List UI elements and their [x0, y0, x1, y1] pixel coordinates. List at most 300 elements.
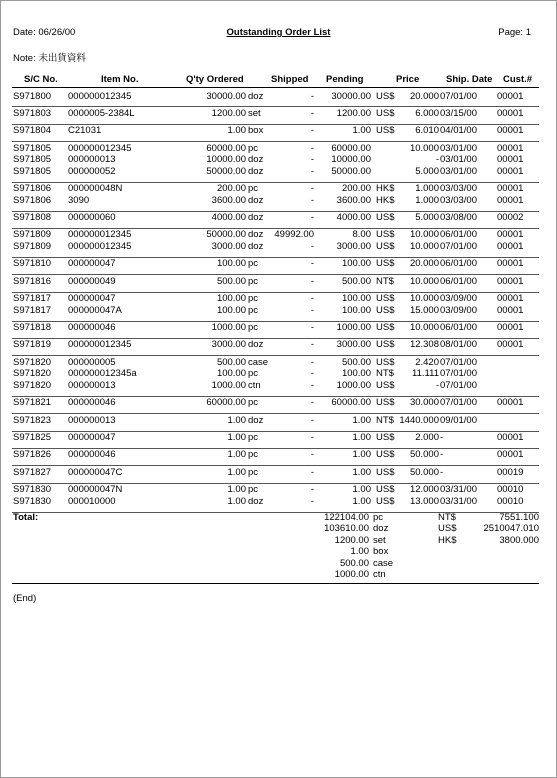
- cell-unit: ctn: [248, 379, 261, 391]
- cell-shipped: -: [310, 484, 314, 496]
- order-group: [0, 484, 557, 507]
- cell-item: 000000048N: [68, 183, 123, 195]
- cell-price: 6.000: [415, 107, 439, 119]
- cell-pending: 60000.00: [331, 142, 371, 154]
- cell-price: 5.000: [415, 212, 439, 223]
- total-qty-value: 122104.00: [324, 512, 369, 523]
- cell-cur: US$: [376, 258, 395, 270]
- table-row: [0, 143, 557, 155]
- cell-date: 04/01/00: [440, 125, 477, 137]
- order-group: [0, 322, 557, 334]
- cell-item: 000000046: [68, 322, 116, 333]
- cell-price: 1.000: [415, 183, 439, 195]
- cell-date: 03/01/00: [440, 165, 477, 177]
- total-amount: 2510047.010: [483, 523, 539, 535]
- table-row: [0, 397, 557, 409]
- cell-sc: S971809: [13, 229, 52, 241]
- end-marker: (End): [13, 593, 37, 604]
- cell-price: 12.308: [409, 339, 439, 351]
- table-row: [0, 108, 557, 120]
- cell-sc: S971827: [13, 466, 52, 478]
- totals-rule: [12, 583, 539, 584]
- cell-price: 10.000: [409, 142, 439, 154]
- order-group: [0, 415, 557, 427]
- cell-qty: 3600.00: [211, 194, 246, 206]
- cell-price: 2.000: [415, 432, 439, 443]
- cell-date: 03/08/00: [440, 212, 477, 223]
- cell-unit: pc: [248, 304, 259, 316]
- cell-unit: pc: [248, 432, 259, 443]
- cell-pending: 1000.00: [336, 379, 371, 391]
- cell-pending: 100.00: [341, 304, 371, 316]
- cell-shipped: -: [310, 125, 314, 137]
- cell-sc: S971830: [13, 495, 52, 507]
- cell-cur: US$: [376, 484, 395, 496]
- header-rule: [12, 87, 539, 88]
- col-cust: Cust.#: [503, 74, 533, 85]
- order-group: [0, 91, 557, 103]
- cell-qty: 100.00: [216, 293, 246, 305]
- cell-cust: 00001: [497, 125, 524, 137]
- cell-price: -: [435, 379, 439, 391]
- order-group: [0, 212, 557, 224]
- totals-label: Total:: [13, 512, 39, 523]
- cell-shipped: -: [310, 339, 314, 351]
- cell-date: 03/15/00: [440, 107, 477, 119]
- cell-sc: S971805: [13, 154, 52, 166]
- cell-unit: doz: [248, 339, 264, 351]
- cell-sc: S971823: [13, 414, 52, 426]
- cell-date: 03/31/00: [440, 495, 477, 507]
- cell-pending: 1.00: [352, 466, 371, 478]
- cell-cur: US$: [376, 212, 395, 223]
- cell-date: -: [440, 466, 444, 478]
- cell-cur: NT$: [376, 275, 394, 287]
- cell-item: 000000052: [68, 165, 116, 177]
- cell-date: 07/01/00: [440, 356, 477, 368]
- cell-item: 000000047C: [68, 466, 123, 478]
- cell-date: 07/01/00: [440, 397, 477, 409]
- cell-price: 1440.000: [399, 414, 439, 426]
- cell-price: 50.000: [409, 466, 439, 478]
- cell-shipped: -: [310, 432, 314, 443]
- cell-unit: pc: [248, 368, 259, 380]
- cell-shipped: -: [310, 107, 314, 119]
- cell-item: 000000046: [68, 449, 116, 461]
- cell-pending: 1.00: [352, 449, 371, 461]
- cell-cust: 00001: [497, 339, 524, 351]
- cell-cust: 00001: [497, 449, 524, 461]
- column-headers: [0, 74, 557, 86]
- cell-shipped: -: [310, 449, 314, 461]
- cell-cur: US$: [376, 322, 395, 333]
- cell-date: 03/01/00: [440, 154, 477, 166]
- cell-date: 08/01/00: [440, 339, 477, 351]
- cell-shipped: -: [310, 142, 314, 154]
- cell-qty: 50000.00: [206, 229, 246, 241]
- total-qty-unit: doz: [373, 523, 389, 535]
- total-qty-unit: pc: [373, 512, 384, 523]
- cell-unit: doz: [248, 194, 264, 206]
- table-row: [0, 305, 557, 317]
- total-qty-value: 103610.00: [324, 523, 369, 535]
- cell-qty: 1000.00: [211, 322, 246, 333]
- cell-pending: 50000.00: [331, 165, 371, 177]
- cell-date: 09/01/00: [440, 414, 477, 426]
- cell-sc: S971819: [13, 339, 52, 351]
- cell-pending: 1.00: [352, 484, 371, 496]
- cell-qty: 3000.00: [211, 240, 246, 252]
- cell-cust: 00001: [497, 258, 524, 270]
- cell-cust: 00001: [497, 293, 524, 305]
- cell-cust: 00001: [497, 304, 524, 316]
- cell-cur: US$: [376, 107, 395, 119]
- cell-price: 6.010: [415, 125, 439, 137]
- cell-qty: 1.00: [227, 125, 246, 137]
- cell-price: 12.000: [409, 484, 439, 496]
- cell-qty: 1200.00: [211, 107, 246, 119]
- page-number: Page: 1: [498, 27, 531, 38]
- col-pending: Pending: [326, 74, 364, 85]
- order-group: [0, 125, 557, 137]
- table-row: [0, 91, 557, 103]
- cell-cust: 00001: [497, 229, 524, 241]
- cell-sc: S971806: [13, 194, 52, 206]
- report-title: Outstanding Order List: [226, 27, 331, 38]
- cell-qty: 1000.00: [211, 379, 246, 391]
- cell-item: 000000012345a: [68, 368, 137, 380]
- cell-shipped: -: [310, 304, 314, 316]
- cell-pending: 3600.00: [336, 194, 371, 206]
- cell-unit: pc: [248, 275, 259, 287]
- cell-cust: 00001: [497, 107, 524, 119]
- table-row: [0, 154, 557, 166]
- cell-item: 000000012345: [68, 142, 132, 154]
- cell-pending: 500.00: [341, 275, 371, 287]
- cell-unit: pc: [248, 322, 259, 333]
- cell-pending: 60000.00: [331, 397, 371, 409]
- cell-pending: 1.00: [352, 432, 371, 443]
- cell-shipped: -: [310, 258, 314, 270]
- cell-cur: HK$: [376, 183, 395, 195]
- cell-cur: US$: [376, 90, 395, 102]
- col-price: Price: [396, 74, 420, 85]
- cell-cur: US$: [376, 449, 395, 461]
- cell-item: 000000013: [68, 414, 116, 426]
- cell-pending: 30000.00: [331, 90, 371, 102]
- order-group: [0, 357, 557, 392]
- cell-price: 11.111: [412, 368, 439, 380]
- cell-cur: US$: [376, 229, 395, 241]
- cell-qty: 1.00: [227, 484, 246, 496]
- cell-unit: pc: [248, 466, 259, 478]
- cell-unit: doz: [248, 165, 264, 177]
- cell-pending: 1200.00: [336, 107, 371, 119]
- cell-pending: 100.00: [341, 368, 371, 380]
- total-qty-unit: ctn: [373, 569, 386, 580]
- cell-price: 50.000: [409, 449, 439, 461]
- cell-sc: S971818: [13, 322, 52, 333]
- cell-shipped: -: [310, 275, 314, 287]
- cell-sc: S971804: [13, 125, 52, 137]
- cell-cust: 00002: [497, 212, 524, 223]
- cell-qty: 1.00: [227, 449, 246, 461]
- order-group: [0, 258, 557, 270]
- total-qty-unit: case: [373, 557, 394, 569]
- cell-price: 15.000: [409, 304, 439, 316]
- cell-cust: 00001: [497, 397, 524, 409]
- order-group: [0, 397, 557, 409]
- order-group: [0, 183, 557, 206]
- cell-date: 03/03/00: [440, 183, 477, 195]
- cell-cur: US$: [376, 397, 395, 409]
- report-date: Date: 06/26/00: [13, 27, 76, 38]
- order-group: [0, 229, 557, 252]
- cell-qty: 50000.00: [206, 165, 246, 177]
- cell-date: 07/01/00: [440, 240, 477, 252]
- cell-shipped: -: [310, 495, 314, 507]
- cell-price: 30.000: [409, 397, 439, 409]
- cell-cur: US$: [376, 466, 395, 478]
- table-row: [0, 432, 557, 444]
- table-row: [0, 212, 557, 224]
- cell-cur: US$: [376, 293, 395, 305]
- cell-shipped: -: [310, 466, 314, 478]
- cell-cur: NT$: [376, 368, 394, 380]
- cell-unit: pc: [248, 142, 259, 154]
- cell-date: 07/01/00: [440, 379, 477, 391]
- cell-cust: 00001: [497, 154, 524, 166]
- order-group: [0, 432, 557, 444]
- cell-price: 2.420: [415, 356, 439, 368]
- cell-shipped: 49992.00: [274, 229, 314, 241]
- table-row: [0, 380, 557, 392]
- cell-price: 5.000: [415, 165, 439, 177]
- cell-qty: 1.00: [227, 466, 246, 478]
- cell-price: 13.000: [409, 495, 439, 507]
- cell-cur: US$: [376, 339, 395, 351]
- cell-qty: 1.00: [227, 495, 246, 507]
- cell-shipped: -: [310, 414, 314, 426]
- cell-price: 10.000: [409, 240, 439, 252]
- cell-sc: S971816: [13, 275, 52, 287]
- cell-date: -: [440, 449, 444, 461]
- cell-unit: doz: [248, 414, 264, 426]
- table-row: [0, 357, 557, 369]
- cell-shipped: -: [310, 212, 314, 223]
- cell-date: 03/03/00: [440, 194, 477, 206]
- cell-price: 20.000: [409, 258, 439, 270]
- cell-unit: set: [248, 107, 261, 119]
- table-row: [0, 229, 557, 241]
- cell-price: 10.000: [409, 293, 439, 305]
- cell-qty: 200.00: [216, 183, 246, 195]
- cell-shipped: -: [310, 240, 314, 252]
- cell-date: 07/01/00: [440, 90, 477, 102]
- total-qty-value: 1.00: [350, 546, 369, 558]
- cell-price: 10.000: [409, 229, 439, 241]
- cell-cust: 00001: [497, 432, 524, 443]
- cell-unit: pc: [248, 449, 259, 461]
- total-currency: HK$: [438, 534, 457, 546]
- cell-date: 03/09/00: [440, 304, 477, 316]
- cell-item: 000000047: [68, 258, 116, 270]
- cell-item: 000000046: [68, 397, 116, 409]
- table-row: [0, 125, 557, 137]
- table-row: [0, 449, 557, 461]
- group-divider: [12, 512, 539, 513]
- cell-qty: 60000.00: [206, 397, 246, 409]
- col-item-no: Item No.: [101, 74, 139, 85]
- cell-item: 000010000: [68, 495, 116, 507]
- cell-item: 000000012345: [68, 90, 132, 102]
- cell-date: 03/01/00: [440, 142, 477, 154]
- cell-shipped: -: [310, 183, 314, 195]
- cell-date: 06/01/00: [440, 275, 477, 287]
- cell-qty: 60000.00: [206, 142, 246, 154]
- order-group: [0, 293, 557, 316]
- cell-pending: 8.00: [352, 229, 371, 241]
- cell-qty: 500.00: [216, 356, 246, 368]
- total-amount: 3800.000: [499, 534, 539, 546]
- cell-sc: S971803: [13, 107, 52, 119]
- cell-qty: 500.00: [216, 275, 246, 287]
- cell-unit: case: [248, 356, 269, 368]
- total-qty-value: 500.00: [339, 557, 369, 569]
- col-qty: Q'ty Ordered: [186, 74, 244, 85]
- cell-shipped: -: [310, 90, 314, 102]
- cell-shipped: -: [310, 322, 314, 333]
- report-note: Note: 未出貨資料: [13, 53, 86, 64]
- table-row: [0, 195, 557, 207]
- cell-sc: S971820: [13, 356, 52, 368]
- cell-qty: 10000.00: [206, 154, 246, 166]
- cell-sc: S971805: [13, 165, 52, 177]
- cell-price: 1.000: [415, 194, 439, 206]
- cell-qty: 100.00: [216, 258, 246, 270]
- table-row: [0, 467, 557, 479]
- cell-date: 06/01/00: [440, 229, 477, 241]
- cell-shipped: -: [310, 379, 314, 391]
- order-group: [0, 143, 557, 178]
- cell-cur: HK$: [376, 194, 395, 206]
- table-row: [0, 276, 557, 288]
- table-row: [0, 293, 557, 305]
- cell-item: 000000047: [68, 293, 116, 305]
- cell-unit: pc: [248, 258, 259, 270]
- cell-item: 000000047: [68, 432, 116, 443]
- cell-cust: 00001: [497, 165, 524, 177]
- cell-unit: doz: [248, 495, 264, 507]
- total-qty-unit: box: [373, 546, 389, 558]
- cell-sc: S971808: [13, 212, 52, 223]
- table-row: [0, 166, 557, 178]
- cell-sc: S971821: [13, 397, 52, 409]
- cell-cur: US$: [376, 379, 395, 391]
- total-amount: 7551.100: [499, 512, 539, 523]
- cell-item: 000000047N: [68, 484, 123, 496]
- table-row: [0, 339, 557, 351]
- cell-cust: 00001: [497, 275, 524, 287]
- cell-item: 000000047A: [68, 304, 122, 316]
- cell-pending: 10000.00: [331, 154, 371, 166]
- cell-qty: 30000.00: [206, 90, 246, 102]
- total-qty-value: 1200.00: [334, 534, 369, 546]
- cell-cur: US$: [376, 125, 395, 137]
- cell-shipped: -: [310, 154, 314, 166]
- cell-sc: S971809: [13, 240, 52, 252]
- cell-cust: 00001: [497, 322, 524, 333]
- table-row: [0, 496, 557, 508]
- cell-pending: 1000.00: [336, 322, 371, 333]
- cell-shipped: -: [310, 397, 314, 409]
- cell-sc: S971800: [13, 90, 52, 102]
- cell-unit: box: [248, 125, 264, 137]
- cell-item: C21031: [68, 125, 102, 137]
- total-qty-value: 1000.00: [334, 569, 369, 580]
- cell-item: 000000012345: [68, 240, 132, 252]
- table-row: [0, 322, 557, 334]
- total-currency: US$: [438, 523, 457, 535]
- table-row: [0, 183, 557, 195]
- cell-item: 000000005: [68, 356, 116, 368]
- cell-cust: 00010: [497, 484, 524, 496]
- cell-item: 000000013: [68, 154, 116, 166]
- cell-unit: doz: [248, 240, 264, 252]
- order-group: [0, 467, 557, 479]
- cell-item: 000000012345: [68, 339, 132, 351]
- cell-pending: 500.00: [341, 356, 371, 368]
- cell-pending: 200.00: [341, 183, 371, 195]
- col-ship-date: Ship. Date: [446, 74, 493, 85]
- cell-unit: pc: [248, 484, 259, 496]
- order-group: [0, 276, 557, 288]
- cell-cur: US$: [376, 495, 395, 507]
- table-row: [0, 415, 557, 427]
- total-qty-unit: set: [373, 534, 386, 546]
- cell-date: -: [440, 432, 444, 443]
- cell-qty: 100.00: [216, 368, 246, 380]
- col-shipped: Shipped: [271, 74, 309, 85]
- cell-pending: 1.00: [352, 414, 371, 426]
- cell-item: 000000012345: [68, 229, 132, 241]
- cell-unit: doz: [248, 229, 264, 241]
- order-group: [0, 108, 557, 120]
- total-currency: NT$: [438, 512, 456, 523]
- cell-price: -: [435, 154, 439, 166]
- cell-date: 07/01/00: [440, 368, 477, 380]
- cell-cust: 00019: [497, 466, 524, 478]
- cell-pending: 4000.00: [336, 212, 371, 223]
- cell-cur: NT$: [376, 414, 394, 426]
- cell-cust: 00001: [497, 90, 524, 102]
- cell-unit: pc: [248, 397, 259, 409]
- order-group: [0, 449, 557, 461]
- cell-sc: S971817: [13, 293, 52, 305]
- cell-cur: US$: [376, 304, 395, 316]
- cell-sc: S971805: [13, 142, 52, 154]
- cell-unit: doz: [248, 154, 264, 166]
- cell-sc: S971810: [13, 258, 52, 270]
- cell-item: 0000005-2384L: [68, 107, 135, 119]
- cell-item: 000000060: [68, 212, 116, 223]
- cell-sc: S971820: [13, 379, 52, 391]
- cell-item: 000000049: [68, 275, 116, 287]
- cell-sc: S971806: [13, 183, 52, 195]
- cell-sc: S971825: [13, 432, 52, 443]
- cell-cust: 00001: [497, 240, 524, 252]
- cell-pending: 1.00: [352, 495, 371, 507]
